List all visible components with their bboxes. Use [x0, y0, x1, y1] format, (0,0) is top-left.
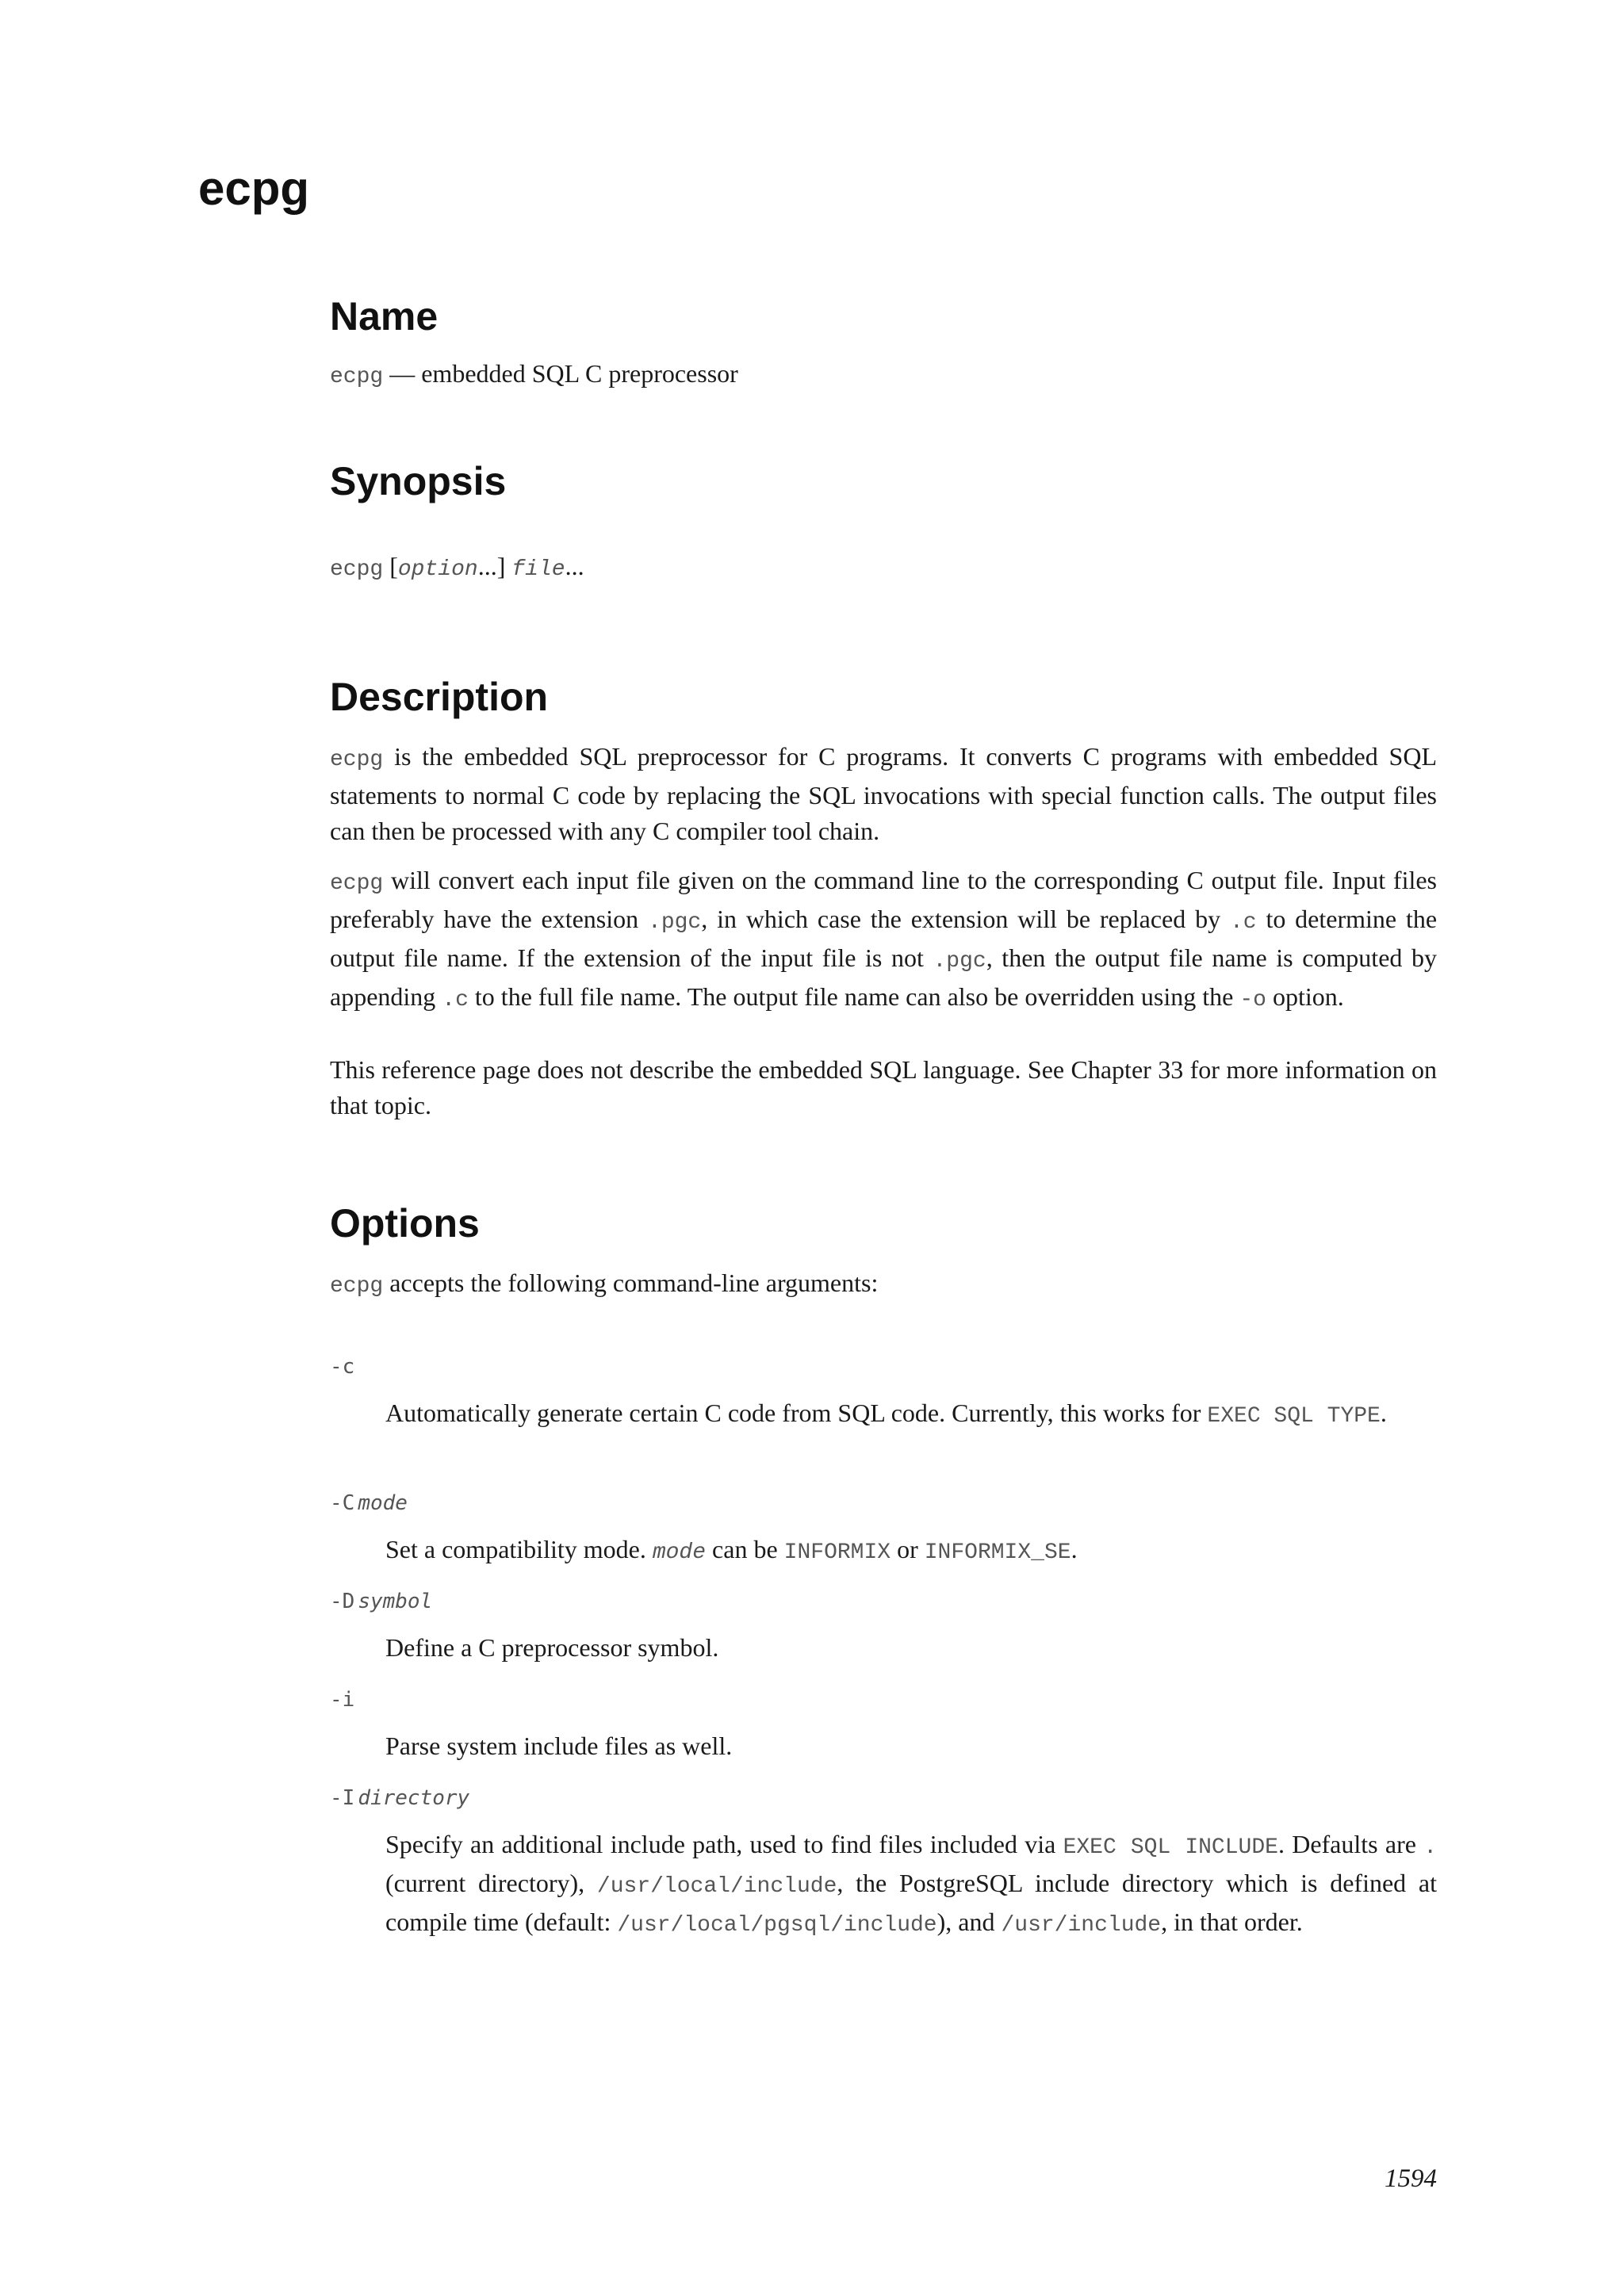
- file-path: /usr/local/include: [596, 1874, 837, 1899]
- paragraph-text: or: [897, 1535, 918, 1563]
- option-flag: -c: [330, 1355, 355, 1379]
- name-heading: Name: [330, 294, 439, 339]
- paragraph-text: can be: [712, 1535, 778, 1563]
- paragraph-text: , then the output file name is computed by appending: [330, 943, 1438, 1011]
- synopsis-ellipsis-close: ...]: [477, 552, 506, 580]
- options-heading: Options: [330, 1201, 480, 1246]
- option-def-C: [385, 1532, 1437, 1571]
- description-heading: Description: [330, 675, 549, 719]
- option-def-I: [385, 1827, 1437, 1943]
- option-flag: -D: [330, 1590, 355, 1613]
- option-term-D: [330, 1586, 432, 1621]
- option-term-I: [330, 1782, 469, 1817]
- synopsis-command: ecpg: [330, 557, 384, 582]
- command-name: ecpg: [330, 748, 384, 772]
- file-extension: .c: [1229, 910, 1257, 935]
- paragraph-text: will convert each input file given on the command line to the corresponding C output file. Input files preferably have the extension: [330, 866, 1438, 933]
- description-paragraph-1: [330, 739, 1437, 849]
- file-path: /usr/include: [1001, 1913, 1162, 1938]
- option-def-i: Parse system include files as well.: [385, 1732, 733, 1760]
- option-term-i: [330, 1684, 354, 1719]
- file-path: /usr/local/pgsql/include: [617, 1913, 937, 1938]
- code-literal: EXEC SQL INCLUDE: [1063, 1835, 1278, 1860]
- paragraph-text: accepts the following command-line arguments:: [389, 1269, 879, 1297]
- option-flag: -o: [1239, 988, 1266, 1012]
- synopsis-bracket: [: [389, 552, 398, 580]
- paragraph-text: , the PostgreSQL include directory which is defined at compile time (default:: [385, 1869, 1438, 1936]
- page-title: ecpg: [198, 162, 310, 215]
- synopsis-ellipsis: ...: [565, 552, 584, 580]
- file-extension: .c: [442, 988, 469, 1012]
- option-flag: -I: [330, 1786, 355, 1810]
- paragraph-text: . Defaults are: [1277, 1830, 1416, 1858]
- option-term-C: [330, 1487, 408, 1522]
- command-purpose: — embedded SQL C preprocessor: [389, 359, 738, 388]
- command-name: ecpg: [330, 871, 384, 896]
- options-intro: [330, 1265, 878, 1304]
- paragraph-text: Automatically generate certain C code from SQL code. Currently, this works for: [385, 1399, 1201, 1427]
- option-def-D: Define a C preprocessor symbol.: [385, 1633, 719, 1662]
- command-name: ecpg: [330, 365, 384, 389]
- paragraph-text: , in that order.: [1161, 1908, 1303, 1936]
- description-paragraph-3: This reference page does not describe the embedded SQL language. See Chapter 33 for more information on that topic.: [330, 1055, 1437, 1119]
- paragraph-text: to the full file name. The output file name can also be overridden using the: [474, 982, 1234, 1011]
- page-number: 1594: [1385, 2164, 1437, 2193]
- option-flag: -C: [330, 1491, 355, 1515]
- option-def-c: [385, 1395, 1437, 1434]
- code-literal: INFORMIX_SE: [924, 1540, 1071, 1565]
- paragraph-text: (current directory),: [385, 1869, 585, 1897]
- paragraph-text: .: [1380, 1399, 1387, 1427]
- synopsis-file: file: [511, 557, 565, 582]
- paragraph-text: , in which case the extension will be replaced by: [701, 905, 1221, 933]
- option-argument: directory: [358, 1786, 470, 1810]
- file-extension: .pgc: [933, 949, 986, 974]
- option-flag: -i: [330, 1688, 355, 1712]
- code-literal: INFORMIX: [783, 1540, 891, 1565]
- paragraph-text: to determine the output file name. If the extension of the input file is not: [330, 905, 1438, 972]
- code-literal: EXEC SQL TYPE: [1207, 1404, 1381, 1429]
- file-extension: .pgc: [648, 910, 702, 935]
- option-argument: mode: [358, 1491, 408, 1515]
- option-term-c: [330, 1351, 354, 1386]
- paragraph-text: option.: [1272, 982, 1344, 1011]
- synopsis-line: [330, 549, 584, 587]
- synopsis-option: option: [397, 557, 478, 582]
- paragraph-text: .: [1071, 1535, 1078, 1563]
- option-argument: mode: [652, 1540, 707, 1565]
- paragraph-text: is the embedded SQL preprocessor for C programs. It converts C programs with embedded SQL statements to normal C code by replacing the SQL invocations with special function calls. The output files can then be processed with any C compiler tool chain.: [330, 742, 1438, 845]
- synopsis-heading: Synopsis: [330, 459, 507, 503]
- description-paragraph-2: [330, 863, 1437, 1018]
- paragraph-text: Set a compatibility mode.: [385, 1535, 646, 1563]
- paragraph-text: ), and: [936, 1908, 995, 1936]
- code-literal: .: [1423, 1835, 1438, 1860]
- name-line: [330, 356, 738, 395]
- command-name: ecpg: [330, 1274, 384, 1299]
- option-argument: symbol: [358, 1590, 433, 1613]
- paragraph-text: Specify an additional include path, used to find files included via: [385, 1830, 1056, 1858]
